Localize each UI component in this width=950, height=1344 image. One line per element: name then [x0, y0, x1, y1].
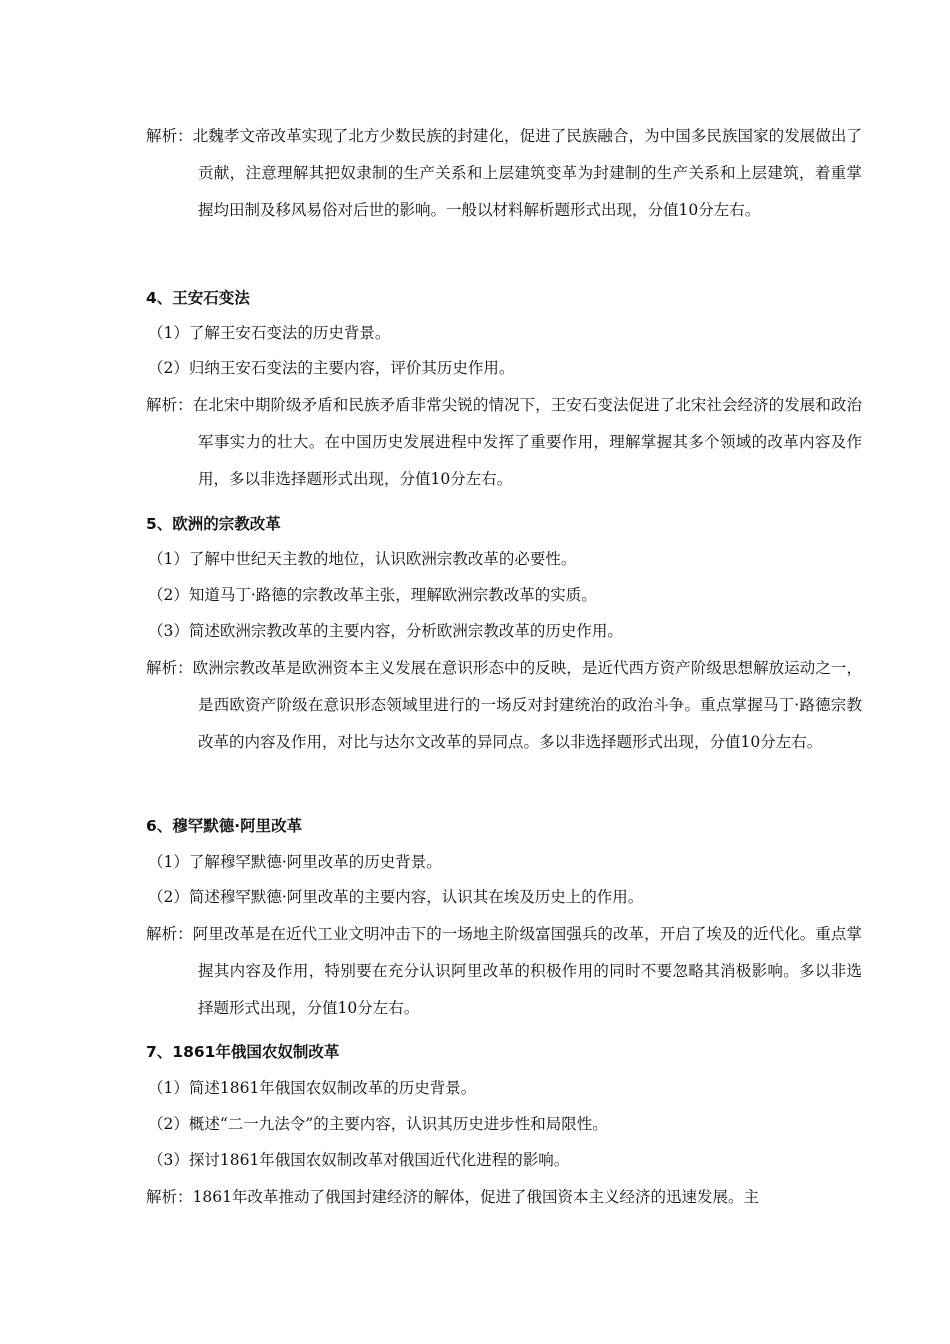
- heading-section-4: 4、王安石变法: [146, 289, 250, 307]
- list-item: （2）知道马丁·路德的宗教改革主张，理解欧洲宗教改革的实质。: [148, 586, 597, 604]
- list-item: （2）归纳王安石变法的主要内容，评价其历史作用。: [148, 359, 515, 377]
- list-item: （3）简述欧洲宗教改革的主要内容，分析欧洲宗教改革的历史作用。: [148, 622, 623, 640]
- analysis-section-4: 解析：在北宋中期阶级矛盾和民族矛盾非常尖锐的情况下，王安石变法促进了北宋社会经济的发展和政治军事实力的壮大。在中国历史发展进程中发挥了重要作用，理解掌握其多个领域的改革内容及作用，多以非选择题形式出现，分值10分左右。: [146, 396, 862, 488]
- list-item: （1）了解王安石变法的历史背景。: [148, 324, 391, 342]
- list-item: （2）概述“二一九法令”的主要内容，认识其历史进步性和局限性。: [148, 1115, 608, 1133]
- analysis-section-3: 解析：北魏孝文帝改革实现了北方少数民族的封建化，促进了民族融合，为中国多民族国家的发展做出了贡献，注意理解其把奴隶制的生产关系和上层建筑变革为封建制的生产关系和上层建筑，着重掌握均田制及移风易俗对后世的影响。一般以材料解析题形式出现，分值10分左右。: [146, 127, 862, 219]
- analysis-section-7: 解析：1861年改革推动了俄国封建经济的解体，促进了俄国资本主义经济的迅速发展。主: [146, 1188, 759, 1206]
- list-item: （1）简述1861年俄国农奴制改革的历史背景。: [148, 1079, 477, 1097]
- list-item: （1）了解穆罕默德·阿里改革的历史背景。: [148, 853, 442, 871]
- heading-section-6: 6、穆罕默德·阿里改革: [146, 817, 303, 835]
- heading-section-7: 7、1861年俄国农奴制改革: [146, 1043, 340, 1061]
- heading-section-5: 5、欧洲的宗教改革: [146, 515, 281, 533]
- list-item: （1）了解中世纪天主教的地位，认识欧洲宗教改革的必要性。: [148, 550, 577, 568]
- list-item: （2）简述穆罕默德·阿里改革的主要内容，认识其在埃及历史上的作用。: [148, 888, 644, 906]
- analysis-section-5: 解析：欧洲宗教改革是欧洲资本主义发展在意识形态中的反映，是近代西方资产阶级思想解放运动之一，是西欧资产阶级在意识形态领域里进行的一场反对封建统治的政治斗争。重点掌握马丁·路德宗教改革的内容及作用，对比与达尔文改革的异同点。多以非选择题形式出现，分值10分左右。: [146, 659, 862, 751]
- analysis-section-6: 解析：阿里改革是在近代工业文明冲击下的一场地主阶级富国强兵的改革，开启了埃及的近代化。重点掌握其内容及作用，特别要在充分认识阿里改革的积极作用的同时不要忽略其消极影响。多以非选择题形式出现，分值10分左右。: [146, 925, 862, 1017]
- list-item: （3）探讨1861年俄国农奴制改革对俄国近代化进程的影响。: [148, 1151, 570, 1169]
